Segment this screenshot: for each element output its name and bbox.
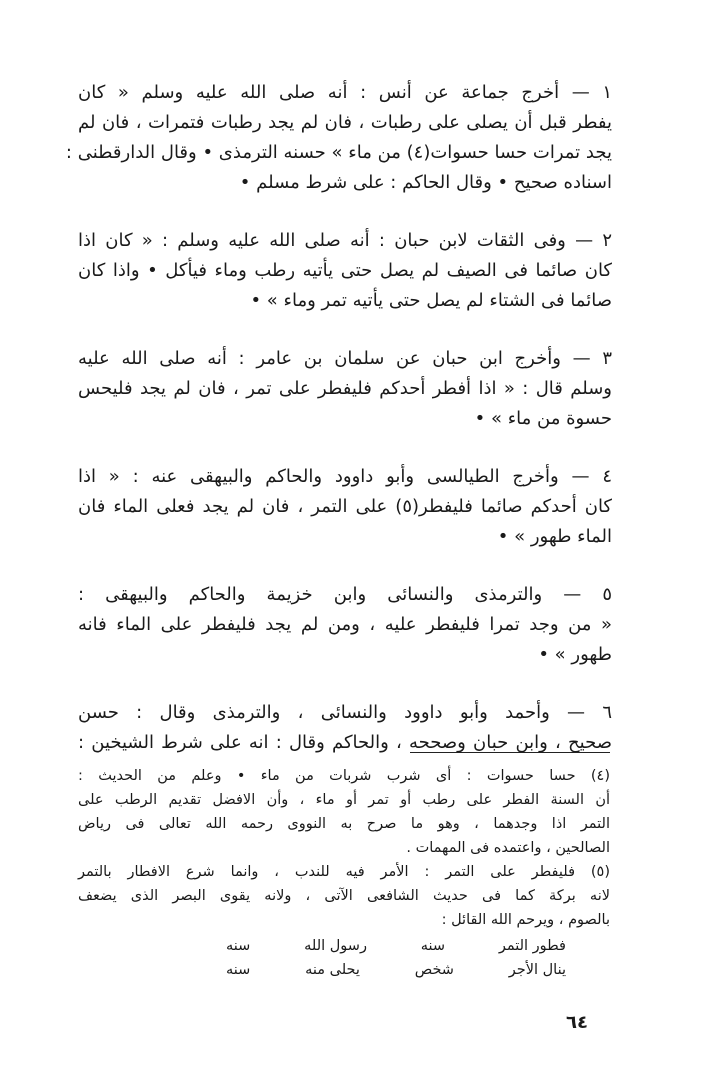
poem-word: فطور التمر (498, 938, 566, 954)
text-line: يجد تمرات حسا حسوات(٤) من ماء » حسنه الترمذى • وقال الدارقطنى : (65, 142, 612, 163)
poem (78, 934, 610, 982)
text-line: وسلم قال : « اذا أفطر أحدكم فليفطر على تمر ، فان لم يجد فليحس (78, 378, 612, 399)
hadith-2 (78, 226, 612, 316)
footnote-line: الصالحين ، واعتمده فى المهمات . (406, 840, 610, 856)
hadith-3 (78, 344, 612, 434)
text-line: ٥ — والترمذى والنسائى وابن خزيمة والحاكم والبيهقى : (78, 584, 612, 605)
poem-word: سنه (226, 938, 251, 954)
footnote-4 (78, 764, 610, 860)
footnote-divider (410, 752, 610, 753)
text-line: ١ — أخرج جماعة عن أنس : أنه صلى الله عليه وسلم « كان (78, 82, 612, 103)
text-line: كان أحدكم صائما فليفطر(٥) على التمر ، فان لم يجد فعلى الماء فان (78, 496, 613, 517)
hadith-6 (78, 698, 612, 758)
footnote-line: التمر اذا وجدهما ، وهو ما صرح به النووى رحمه الله تعالى فى رياض (78, 816, 610, 832)
hadith-4 (78, 462, 612, 552)
poem-word: ينال الأجر (508, 962, 566, 978)
poem-word: سنه (420, 938, 446, 954)
poem-word: يحلى منه (305, 962, 360, 978)
footnote-line: بالصوم ، ويرحم الله القائل : (441, 912, 610, 928)
text-line: صائما فى الشتاء لم يصل حتى يأتيه تمر وماء » • (250, 290, 612, 311)
footnote-line: أن السنة الفطر على رطب أو تمر أو ماء ، وأن الافضل تقديم الرطب على (78, 792, 610, 808)
footnote-5 (78, 860, 610, 932)
text-line: صحيح ، وابن حبان وصححه ، والحاكم وقال : انه على شرط الشيخين : (78, 732, 612, 753)
text-line: ٣ — وأخرج ابن حبان عن سلمان بن عامر : أنه صلى الله عليه (78, 348, 612, 369)
text-line: طهور » • (538, 644, 612, 665)
page-number: ٦٤ (566, 1012, 588, 1033)
poem-word: شخص (414, 962, 454, 978)
hadith-1 (65, 78, 612, 198)
poem-word: سنه (226, 962, 251, 978)
text-line: يفطر قبل أن يصلى على رطبات ، فان لم يجد رطبات فتمرات ، فان لم (78, 112, 612, 133)
text-line: كان صائما فى الصيف لم يصل حتى يأتيه رطب وماء فيأكل • واذا كان (78, 260, 612, 281)
poem-verse (226, 958, 566, 982)
text-line: الماء طهور » • (497, 526, 612, 547)
footnote-line: (٤) حسا حسوات : أى شرب شربات من ماء • وعلم من الحديث : (78, 768, 610, 784)
footnote-line: لانه بركة كما فى حديث الشافعى الآتى ، ولانه يقوى البصر الذى يضعف (78, 888, 610, 904)
poem-word: رسول الله (304, 938, 367, 954)
text-line: ٤ — وأخرج الطيالسى وأبو داوود والحاكم والبيهقى عنه : « اذا (78, 466, 612, 487)
main-text (65, 78, 613, 786)
text-line: اسناده صحيح • وقال الحاكم : على شرط مسلم • (239, 172, 612, 193)
hadith-5 (78, 580, 612, 670)
text-line: حسوة من ماء » • (474, 408, 612, 429)
text-line: ٦ — وأحمد وأبو داوود والنسائى ، والترمذى وقال : حسن (78, 702, 612, 723)
footnote-line: (٥) فليفطر على التمر : الأمر فيه للندب ، وانما شرع الافطار بالتمر (78, 864, 610, 880)
footnotes (78, 764, 610, 982)
poem-verse (226, 934, 566, 958)
text-line: « من وجد تمرا فليفطر عليه ، ومن لم يجد فليفطر على الماء فانه (78, 614, 612, 635)
text-line: ٢ — وفى الثقات لابن حبان : أنه صلى الله عليه وسلم : « كان اذا (78, 230, 612, 251)
